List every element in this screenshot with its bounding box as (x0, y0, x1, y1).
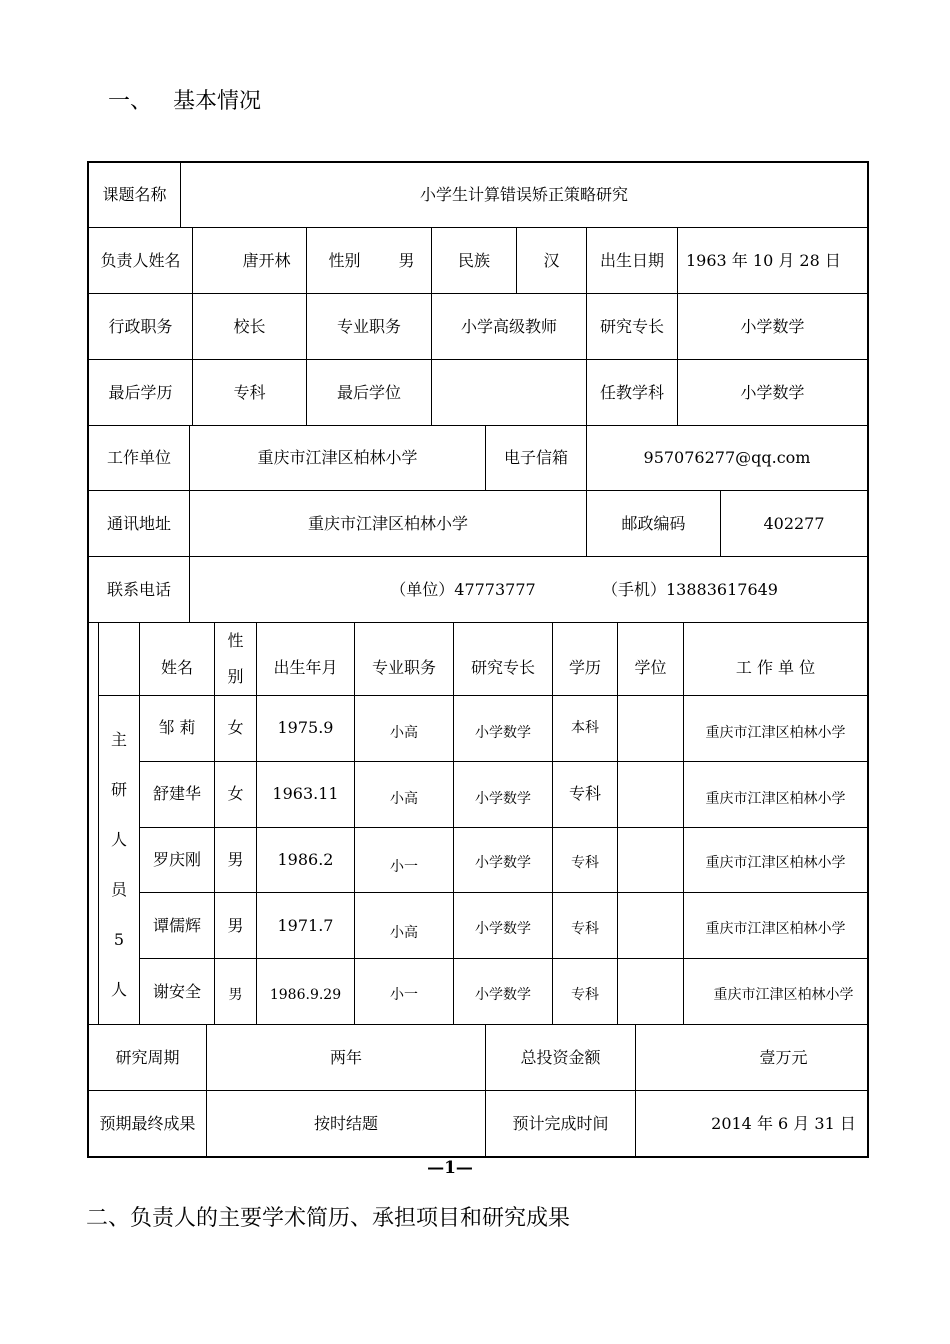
leader-birth-value: 1963 年 10 月 28 日 (686, 250, 841, 270)
member-specialty: 小学数学 (475, 986, 531, 1003)
subject-value: 小学数学 (740, 382, 805, 402)
member-birth: 1975.9 (277, 718, 334, 738)
leader-ethnic-label: 民族 (457, 250, 490, 270)
side-char: 5 (113, 930, 125, 950)
pro-title-label: 专业职务 (336, 316, 401, 336)
admin-value: 校长 (233, 316, 266, 336)
address-value: 重庆市江津区柏林小学 (307, 513, 468, 533)
member-name: 谢安全 (152, 982, 201, 1002)
member-name: 邹 莉 (158, 718, 196, 738)
leader-name-label: 负责人姓名 (100, 250, 181, 270)
member-name: 舒建华 (152, 784, 201, 804)
degree-value (432, 360, 586, 425)
member-work: 重庆市江津区柏林小学 (705, 724, 846, 741)
member-specialty: 小学数学 (475, 920, 531, 937)
members-header-education: 学历 (568, 657, 601, 677)
result-label: 预期最终成果 (99, 1113, 196, 1133)
member-name: 罗庆刚 (152, 850, 201, 870)
side-char: 员 (110, 880, 127, 900)
phone-unit-value: （单位）47773777 (390, 579, 536, 599)
leader-ethnic-value: 汉 (543, 250, 560, 270)
member-gender: 女 (227, 718, 244, 738)
members-header-degree: 学位 (634, 657, 667, 677)
phone-label: 联系电话 (106, 579, 171, 599)
member-title: 小一 (390, 986, 418, 1003)
members-side-label (99, 715, 139, 1015)
leader-gender-label: 性别 (328, 250, 361, 270)
education-value: 专科 (233, 382, 266, 402)
member-birth: 1971.7 (277, 916, 334, 936)
member-education: 专科 (571, 854, 599, 871)
side-char: 人 (110, 980, 127, 1000)
specialty-value: 小学数学 (740, 316, 805, 336)
row-divider (139, 958, 867, 959)
member-birth: 1986.9.29 (269, 986, 342, 1003)
finish-time-label: 预计完成时间 (512, 1113, 609, 1133)
finish-time-value: 2014 年 6 月 31 日 (711, 1113, 856, 1133)
member-gender: 男 (227, 916, 244, 936)
row-divider (139, 892, 867, 893)
side-char: 研 (110, 780, 127, 800)
fund-label: 总投资金额 (520, 1047, 601, 1067)
email-label: 电子信箱 (503, 448, 568, 468)
member-education: 专科 (571, 986, 599, 1003)
phone-mobile-value: （手机）13883617649 (602, 579, 778, 599)
row-divider (139, 827, 867, 828)
zip-label: 邮政编码 (621, 513, 686, 533)
member-work: 重庆市江津区柏林小学 (713, 986, 854, 1003)
member-education: 专科 (571, 920, 599, 937)
member-degree (618, 898, 683, 954)
member-degree (618, 832, 683, 888)
member-gender: 女 (227, 784, 244, 804)
education-label: 最后学历 (108, 382, 173, 402)
member-title: 小高 (390, 724, 418, 741)
pro-title-value: 小学高级教师 (460, 316, 557, 336)
member-degree (618, 766, 683, 822)
result-value: 按时结题 (313, 1113, 378, 1133)
section-heading-resume: 二、负责人的主要学术简历、承担项目和研究成果 (86, 1206, 571, 1231)
specialty-label: 研究专长 (599, 316, 664, 336)
member-birth: 1963.11 (272, 784, 339, 804)
work-unit-value: 重庆市江津区柏林小学 (257, 448, 418, 468)
member-gender: 男 (228, 986, 243, 1003)
member-specialty: 小学数学 (475, 854, 531, 871)
project-name-label: 课题名称 (102, 185, 167, 205)
members-header-work: 工 作 单 位 (735, 657, 816, 677)
leader-birth-label: 出生日期 (599, 250, 664, 270)
period-value: 两年 (329, 1047, 362, 1067)
page-number: —1— (427, 1158, 473, 1178)
work-unit-label: 工作单位 (106, 448, 171, 468)
side-char: 主 (110, 730, 127, 750)
subject-label: 任教学科 (599, 382, 664, 402)
members-header-birth: 出生年月 (273, 657, 338, 677)
zip-value: 402277 (763, 513, 825, 533)
fund-value: 壹万元 (759, 1047, 808, 1067)
address-label: 通讯地址 (106, 513, 171, 533)
section-heading-basic-info: 一、 基本情况 (108, 89, 261, 114)
period-label: 研究周期 (115, 1047, 180, 1067)
member-work: 重庆市江津区柏林小学 (705, 854, 846, 871)
members-header-gender: 性别 (227, 631, 244, 686)
members-header-specialty: 研究专长 (470, 657, 535, 677)
member-education: 本科 (571, 719, 599, 736)
members-header-title: 专业职务 (371, 657, 436, 677)
degree-label: 最后学位 (336, 382, 401, 402)
member-title: 小高 (390, 924, 418, 941)
member-degree (618, 700, 683, 756)
row-divider (89, 622, 867, 623)
leader-gender-value: 男 (398, 250, 415, 270)
project-name-value: 小学生计算错误矫正策略研究 (419, 185, 628, 205)
side-char: 人 (110, 830, 127, 850)
email-value: 957076277@qq.com (643, 448, 811, 468)
members-header-name: 姓名 (160, 657, 193, 677)
member-specialty: 小学数学 (475, 790, 531, 807)
member-title: 小高 (390, 790, 418, 807)
member-name: 谭儒辉 (152, 916, 201, 936)
member-birth: 1986.2 (277, 850, 334, 870)
member-title: 小一 (390, 858, 418, 875)
member-work: 重庆市江津区柏林小学 (705, 790, 846, 807)
row-divider (139, 761, 867, 762)
leader-name-value: 唐开林 (242, 250, 291, 270)
member-work: 重庆市江津区柏林小学 (705, 920, 846, 937)
member-specialty: 小学数学 (475, 724, 531, 741)
member-education: 专科 (568, 784, 601, 804)
admin-label: 行政职务 (108, 316, 173, 336)
member-gender: 男 (227, 850, 244, 870)
member-degree (618, 964, 683, 1020)
